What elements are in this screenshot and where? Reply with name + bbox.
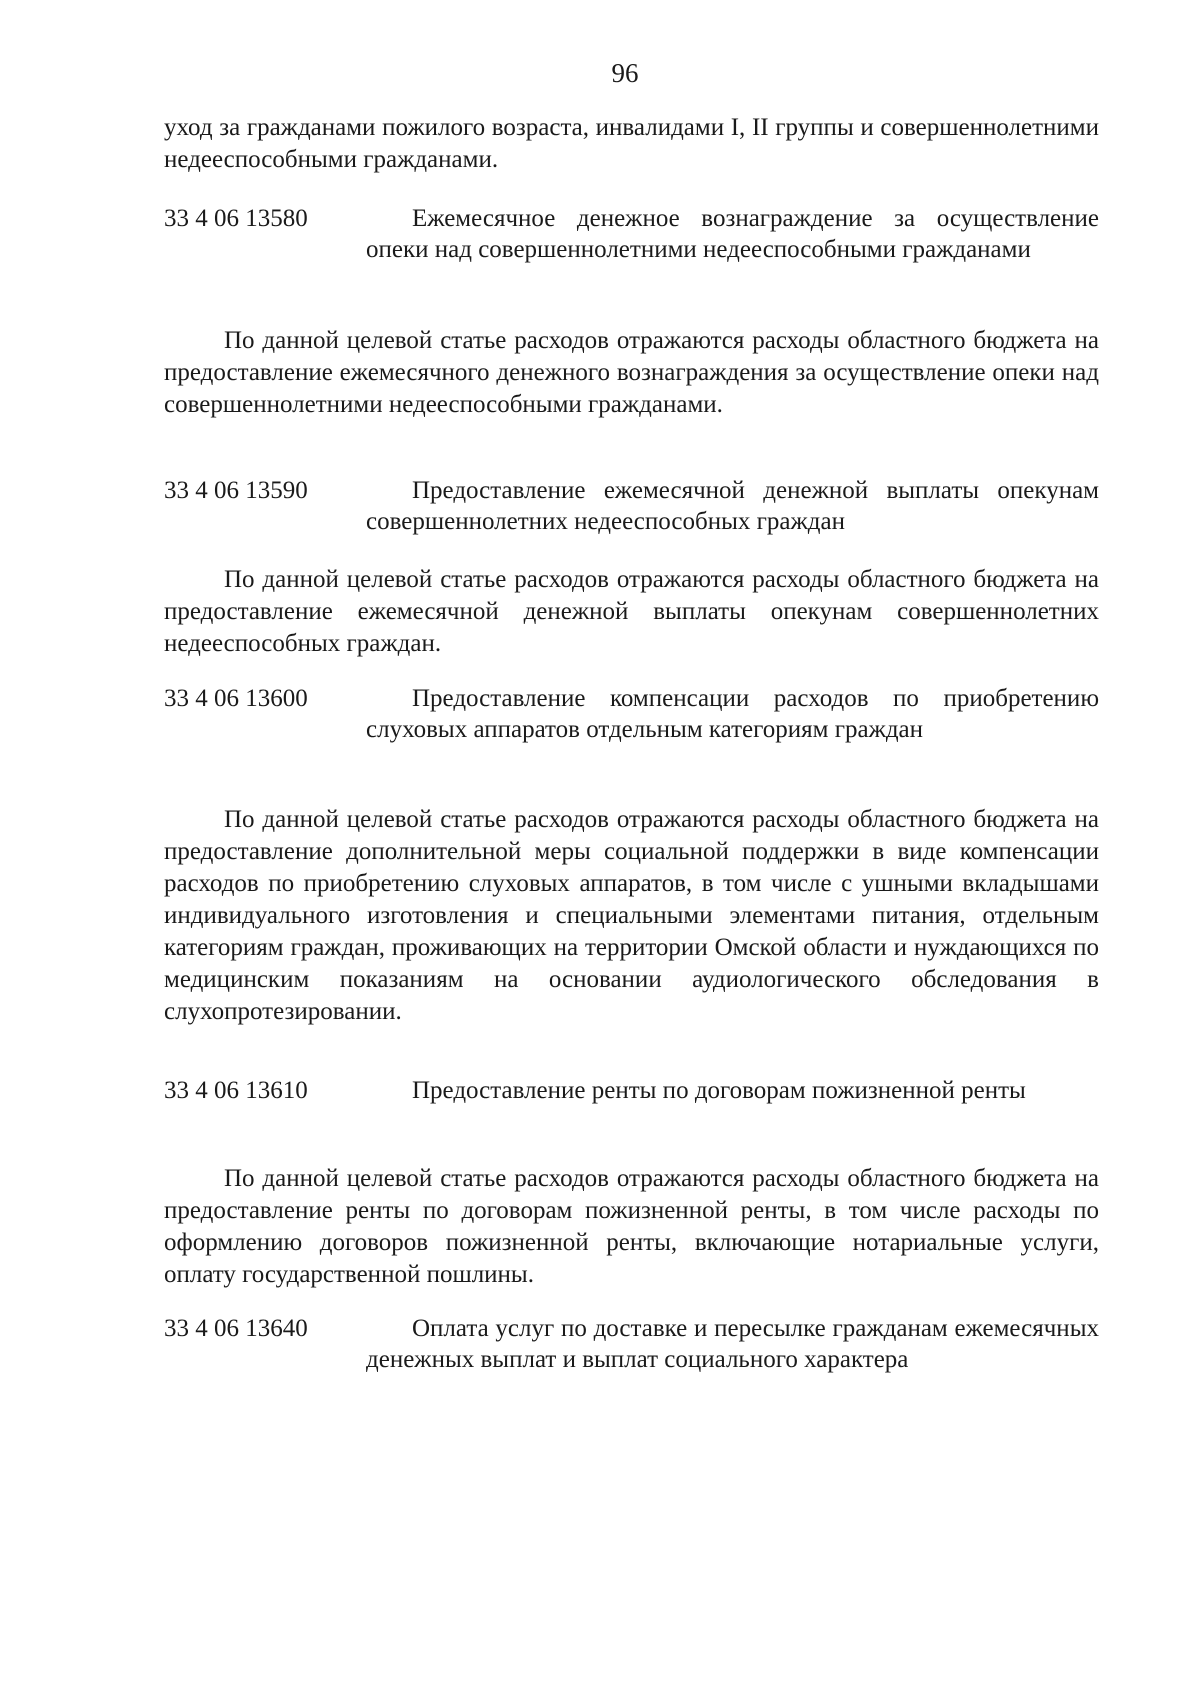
- page-number: 96: [611, 58, 639, 88]
- budget-entry-13580: [164, 203, 1099, 265]
- budget-entry-description: По данной целевой статье расходов отражаются расходы областного бюджета на предоставление ежемесячного денежного вознаграждения за осуществление опеки над совершеннолетними недееспособными гражданами.: [164, 327, 1099, 418]
- budget-code: 33 4 06 13610: [164, 1077, 308, 1104]
- intro-paragraph: уход за гражданами пожилого возраста, инвалидами I, II группы и совершеннолетними недееспособными гражданами.: [164, 114, 1099, 173]
- budget-code: 33 4 06 13600: [164, 685, 308, 712]
- budget-code: 33 4 06 13640: [164, 1315, 308, 1342]
- budget-entry-description: По данной целевой статье расходов отражаются расходы областного бюджета на предоставление ежемесячной денежной выплаты опекунам совершеннолетних недееспособных граждан.: [164, 566, 1099, 657]
- budget-entry-13640: [164, 1313, 1099, 1375]
- budget-entry-title: Оплата услуг по доставке и пересылке гражданам ежемесячных денежных выплат и выплат социального характера: [366, 1315, 1099, 1373]
- budget-entry-title: Предоставление ежемесячной денежной выплаты опекунам совершеннолетних недееспособных граждан: [366, 477, 1099, 535]
- budget-entry-title: Предоставление компенсации расходов по приобретению слуховых аппаратов отдельным категориям граждан: [366, 685, 1099, 743]
- budget-entry-13610: [164, 1075, 1099, 1106]
- budget-code: 33 4 06 13580: [164, 205, 308, 232]
- budget-entry-description: По данной целевой статье расходов отражаются расходы областного бюджета на предоставление дополнительной меры социальной поддержки в виде компенсации расходов по приобретению слуховых аппаратов, в том числе с ушными вкладышами индивидуального изготовления и специальными элементами питания, отдельным категориям граждан, проживающих на территории Омской области и нуждающихся по медицинским показаниям на основании аудиологического обследования в слухопротезировании.: [164, 806, 1099, 1025]
- budget-entry-title: Ежемесячное денежное вознаграждение за осуществление опеки над совершеннолетними недееспособными гражданами: [366, 205, 1099, 263]
- budget-entry-description: По данной целевой статье расходов отражаются расходы областного бюджета на предоставление ренты по договорам пожизненной ренты, в том числе расходы по оформлению договоров пожизненной ренты, включающие нотариальные услуги, оплату государственной пошлины.: [164, 1165, 1099, 1288]
- budget-entry-13600: [164, 683, 1099, 745]
- budget-entry-title: Предоставление ренты по договорам пожизненной ренты: [412, 1077, 1026, 1104]
- budget-entry-13590: [164, 475, 1099, 537]
- budget-code: 33 4 06 13590: [164, 477, 308, 504]
